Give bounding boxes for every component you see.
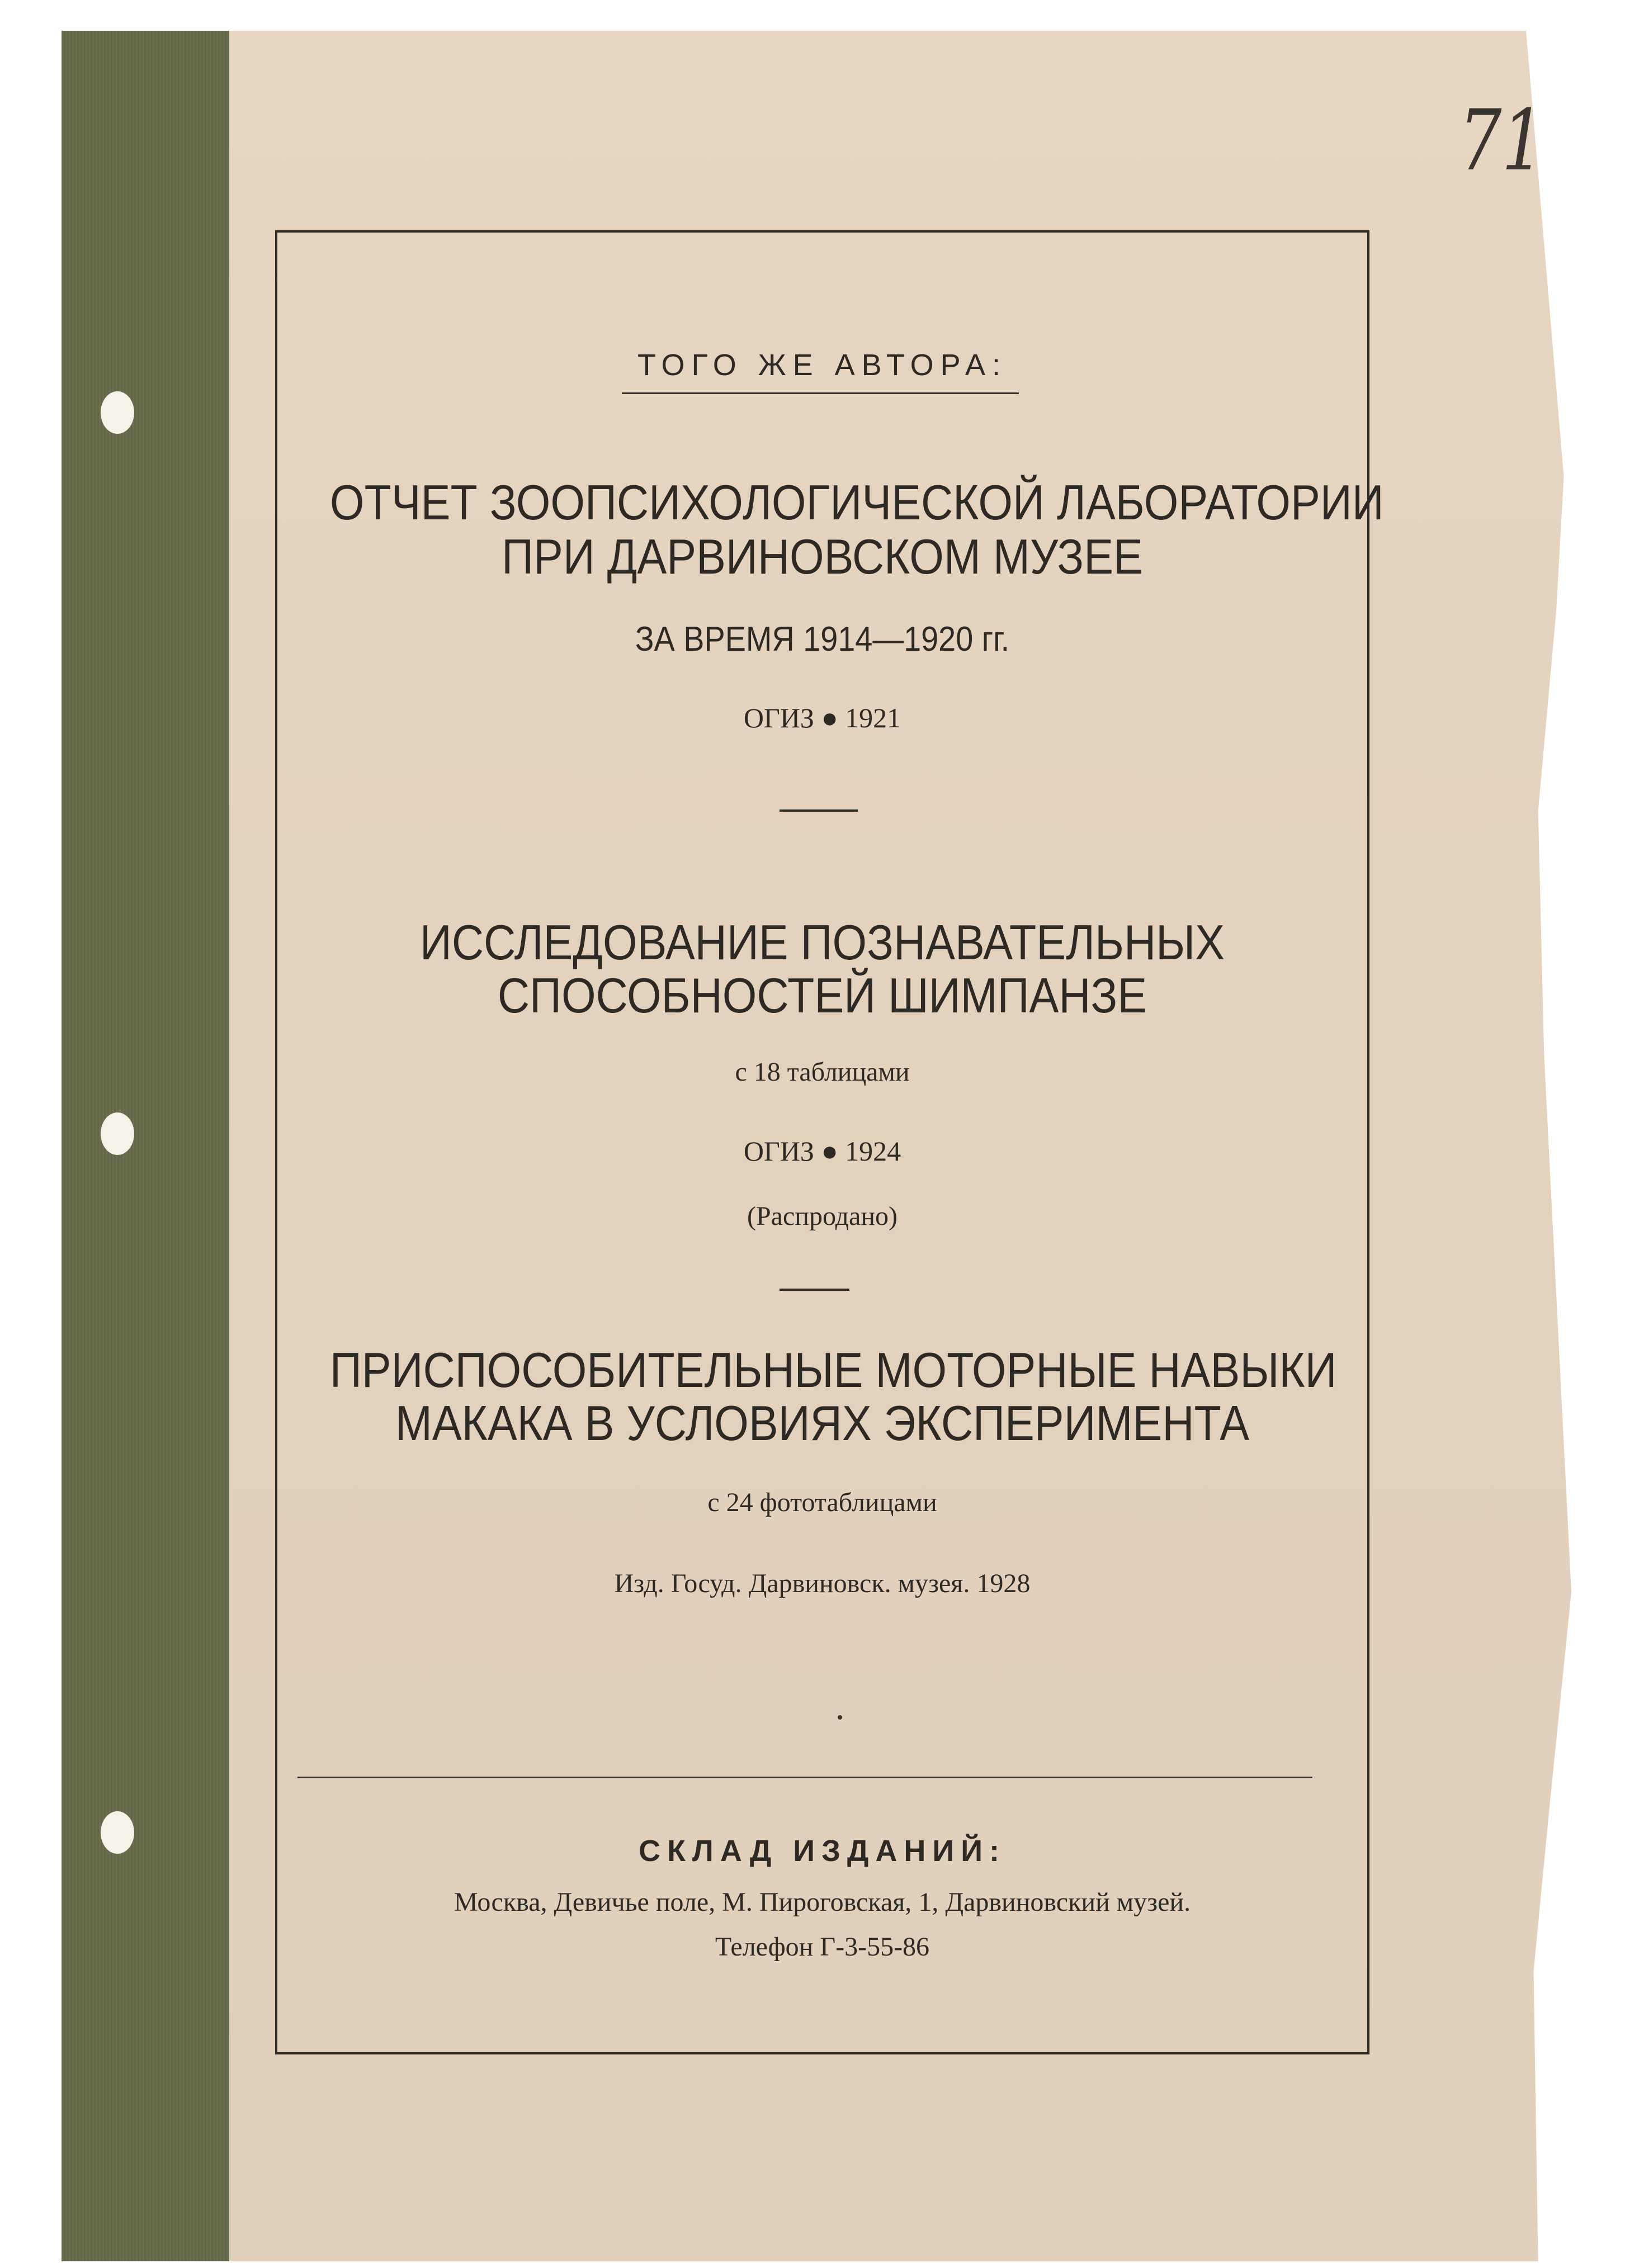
separator-rule-2 <box>780 1289 849 1291</box>
work-1-title-line-1: ОТЧЕТ ЗООПСИХОЛОГИЧЕСКОЙ ЛАБОРАТОРИИ <box>329 475 1384 530</box>
punch-hole-middle <box>101 1112 134 1155</box>
work-2-sold-out-note: (Распродано) <box>747 1201 898 1231</box>
other-works-heading: ТОГО ЖЕ АВТОРА: <box>637 348 1008 382</box>
handwritten-page-number: 71 <box>1459 92 1544 190</box>
stray-dot <box>838 1715 842 1720</box>
warehouse-heading: СКЛАД ИЗДАНИЙ: <box>638 1834 1007 1868</box>
work-1-period: ЗА ВРЕМЯ 1914—1920 гг. <box>635 620 1010 659</box>
work-2-publisher: ОГИЗ ● 1924 <box>743 1135 901 1167</box>
work-2-title-line-1: ИССЛЕДОВАНИЕ ПОЗНАВАТЕЛЬНЫХ <box>419 915 1225 970</box>
warehouse-phone: Телефон Г-3-55-86 <box>715 1932 930 1962</box>
punch-hole-top <box>101 391 134 434</box>
work-3-title-line-2: МАКАКА В УСЛОВИЯХ ЭКСПЕРИМЕНТА <box>395 1395 1250 1451</box>
separator-rule-1 <box>780 809 858 812</box>
work-2-tables: с 18 таблицами <box>735 1057 910 1087</box>
work-3-phototables: с 24 фототаблицами <box>707 1488 937 1517</box>
punch-hole-bottom <box>101 1811 134 1854</box>
work-1-title-line-2: ПРИ ДАРВИНОВСКОМ МУЗЕЕ <box>502 529 1143 584</box>
warehouse-address: Москва, Девичье поле, М. Пироговская, 1, Дарвиновский музей. <box>454 1887 1191 1917</box>
work-2-title-line-2: СПОСОБНОСТЕЙ ШИМПАНЗЕ <box>497 968 1147 1023</box>
work-3-title-line-1: ПРИСПОСОБИТЕЛЬНЫЕ МОТОРНЫЕ НАВЫКИ <box>329 1342 1337 1398</box>
footer-rule <box>297 1777 1312 1778</box>
work-1-publisher: ОГИЗ ● 1921 <box>743 702 901 733</box>
binding-spine <box>62 31 229 2261</box>
heading-underline <box>622 392 1019 394</box>
work-3-publisher: Изд. Госуд. Дарвиновск. музея. 1928 <box>614 1569 1031 1598</box>
